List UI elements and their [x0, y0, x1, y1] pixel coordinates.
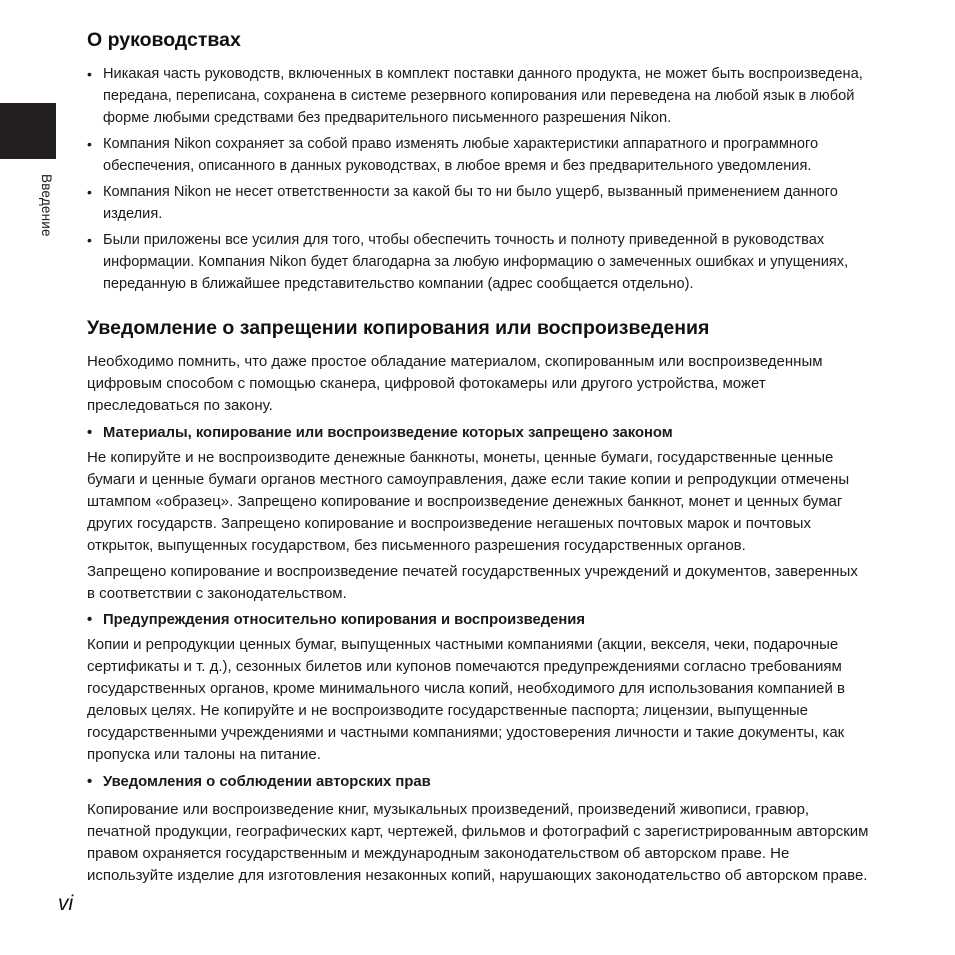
subsection-heading-warnings: • Предупреждения относительно копирования и воспроизведения	[87, 609, 869, 631]
copyright-paragraph: Копирование или воспроизведение книг, музыкальных произведений, произведений живописи, гравюр, печатной продукции, географических карт, чертежей, фильмов и фотографий с зарегистрированным авторским правом охраняется государственным и международным законодательством об авторском праве. Не используйте изделие для изготовления незаконных копий, нарушающих законодательство об авторском праве.	[87, 801, 869, 884]
list-item: • Компания Nikon не несет ответственности за какой бы то ни было ущерб, вызванный применением данного изделия.	[87, 181, 869, 225]
page-number: vi	[58, 892, 74, 915]
section-tab-label: Введение	[39, 174, 54, 237]
section-title-manuals: О руководствах	[87, 29, 241, 51]
section-tab-marker	[0, 103, 56, 159]
subsection-heading-prohibited: • Материалы, копирование или воспроизведение которых запрещено законом	[87, 422, 869, 444]
section-title-copy-notice: Уведомление о запрещении копирования или воспроизведения	[87, 317, 710, 339]
manuals-bullet-list	[87, 63, 869, 295]
prohibited-paragraph-2: Запрещено копирование и воспроизведение печатей государственных учреждений и документов, заверенных в соответствии с законодательством.	[87, 563, 858, 602]
list-item: • Компания Nikon сохраняет за собой право изменять любые характеристики аппаратного и программного обеспечения, описанного в данных руководствах, в любое время и без предварительного уведомления.	[87, 133, 869, 177]
list-item: • Никакая часть руководств, включенных в комплект поставки данного продукта, не может быть воспроизведена, передана, переписана, сохранена в системе резервного копирования или переведена на любой язык в любой форме любыми средствами без предварительного письменного разрешения Nikon.	[87, 63, 869, 129]
warnings-paragraph: Копии и репродукции ценных бумаг, выпущенных частными компаниями (акции, векселя, чеки, подарочные сертификаты и т. д.), сезонных билетов или купонов помечаются предупреждениями согласно требованиям государственных органов, кроме минимального числа копий, необходимого для использования компанией в деловых целях. Не копируйте и не воспроизводите государственные паспорта; лицензии, выпущенные государственными учреждениями и частными компаниями; удостоверения личности и такие документы, как пропуска или талоны на питание.	[87, 636, 845, 763]
copy-notice-intro: Необходимо помнить, что даже простое обладание материалом, скопированным или воспроизведенным цифровым способом с помощью сканера, цифровой фотокамеры или другого устройства, может преследоваться по закону.	[87, 353, 823, 414]
prohibited-paragraph-1: Не копируйте и не воспроизводите денежные банкноты, монеты, ценные бумаги, государственные ценные бумаги и ценные бумаги органов местного самоуправления, даже если такие копии и репродукции отмечены штампом «образец». Запрещено копирование и воспроизведение денежных банкнот, монет и ценных бумаг других государств. Запрещено копирование и воспроизведение негашеных почтовых марок и почтовых открыток, выпущенных государством, без письменного разрешения государственных органов.	[87, 449, 850, 554]
list-item: • Были приложены все усилия для того, чтобы обеспечить точность и полноту приведенной в руководствах информации. Компания Nikon будет благодарна за любую информацию о замеченных ошибках и упущениях, переданную в ближайшее представительство компании (адрес сообщается отдельно).	[87, 229, 869, 295]
page-content	[87, 27, 869, 887]
subsection-heading-copyright: • Уведомления о соблюдении авторских прав	[87, 771, 869, 793]
